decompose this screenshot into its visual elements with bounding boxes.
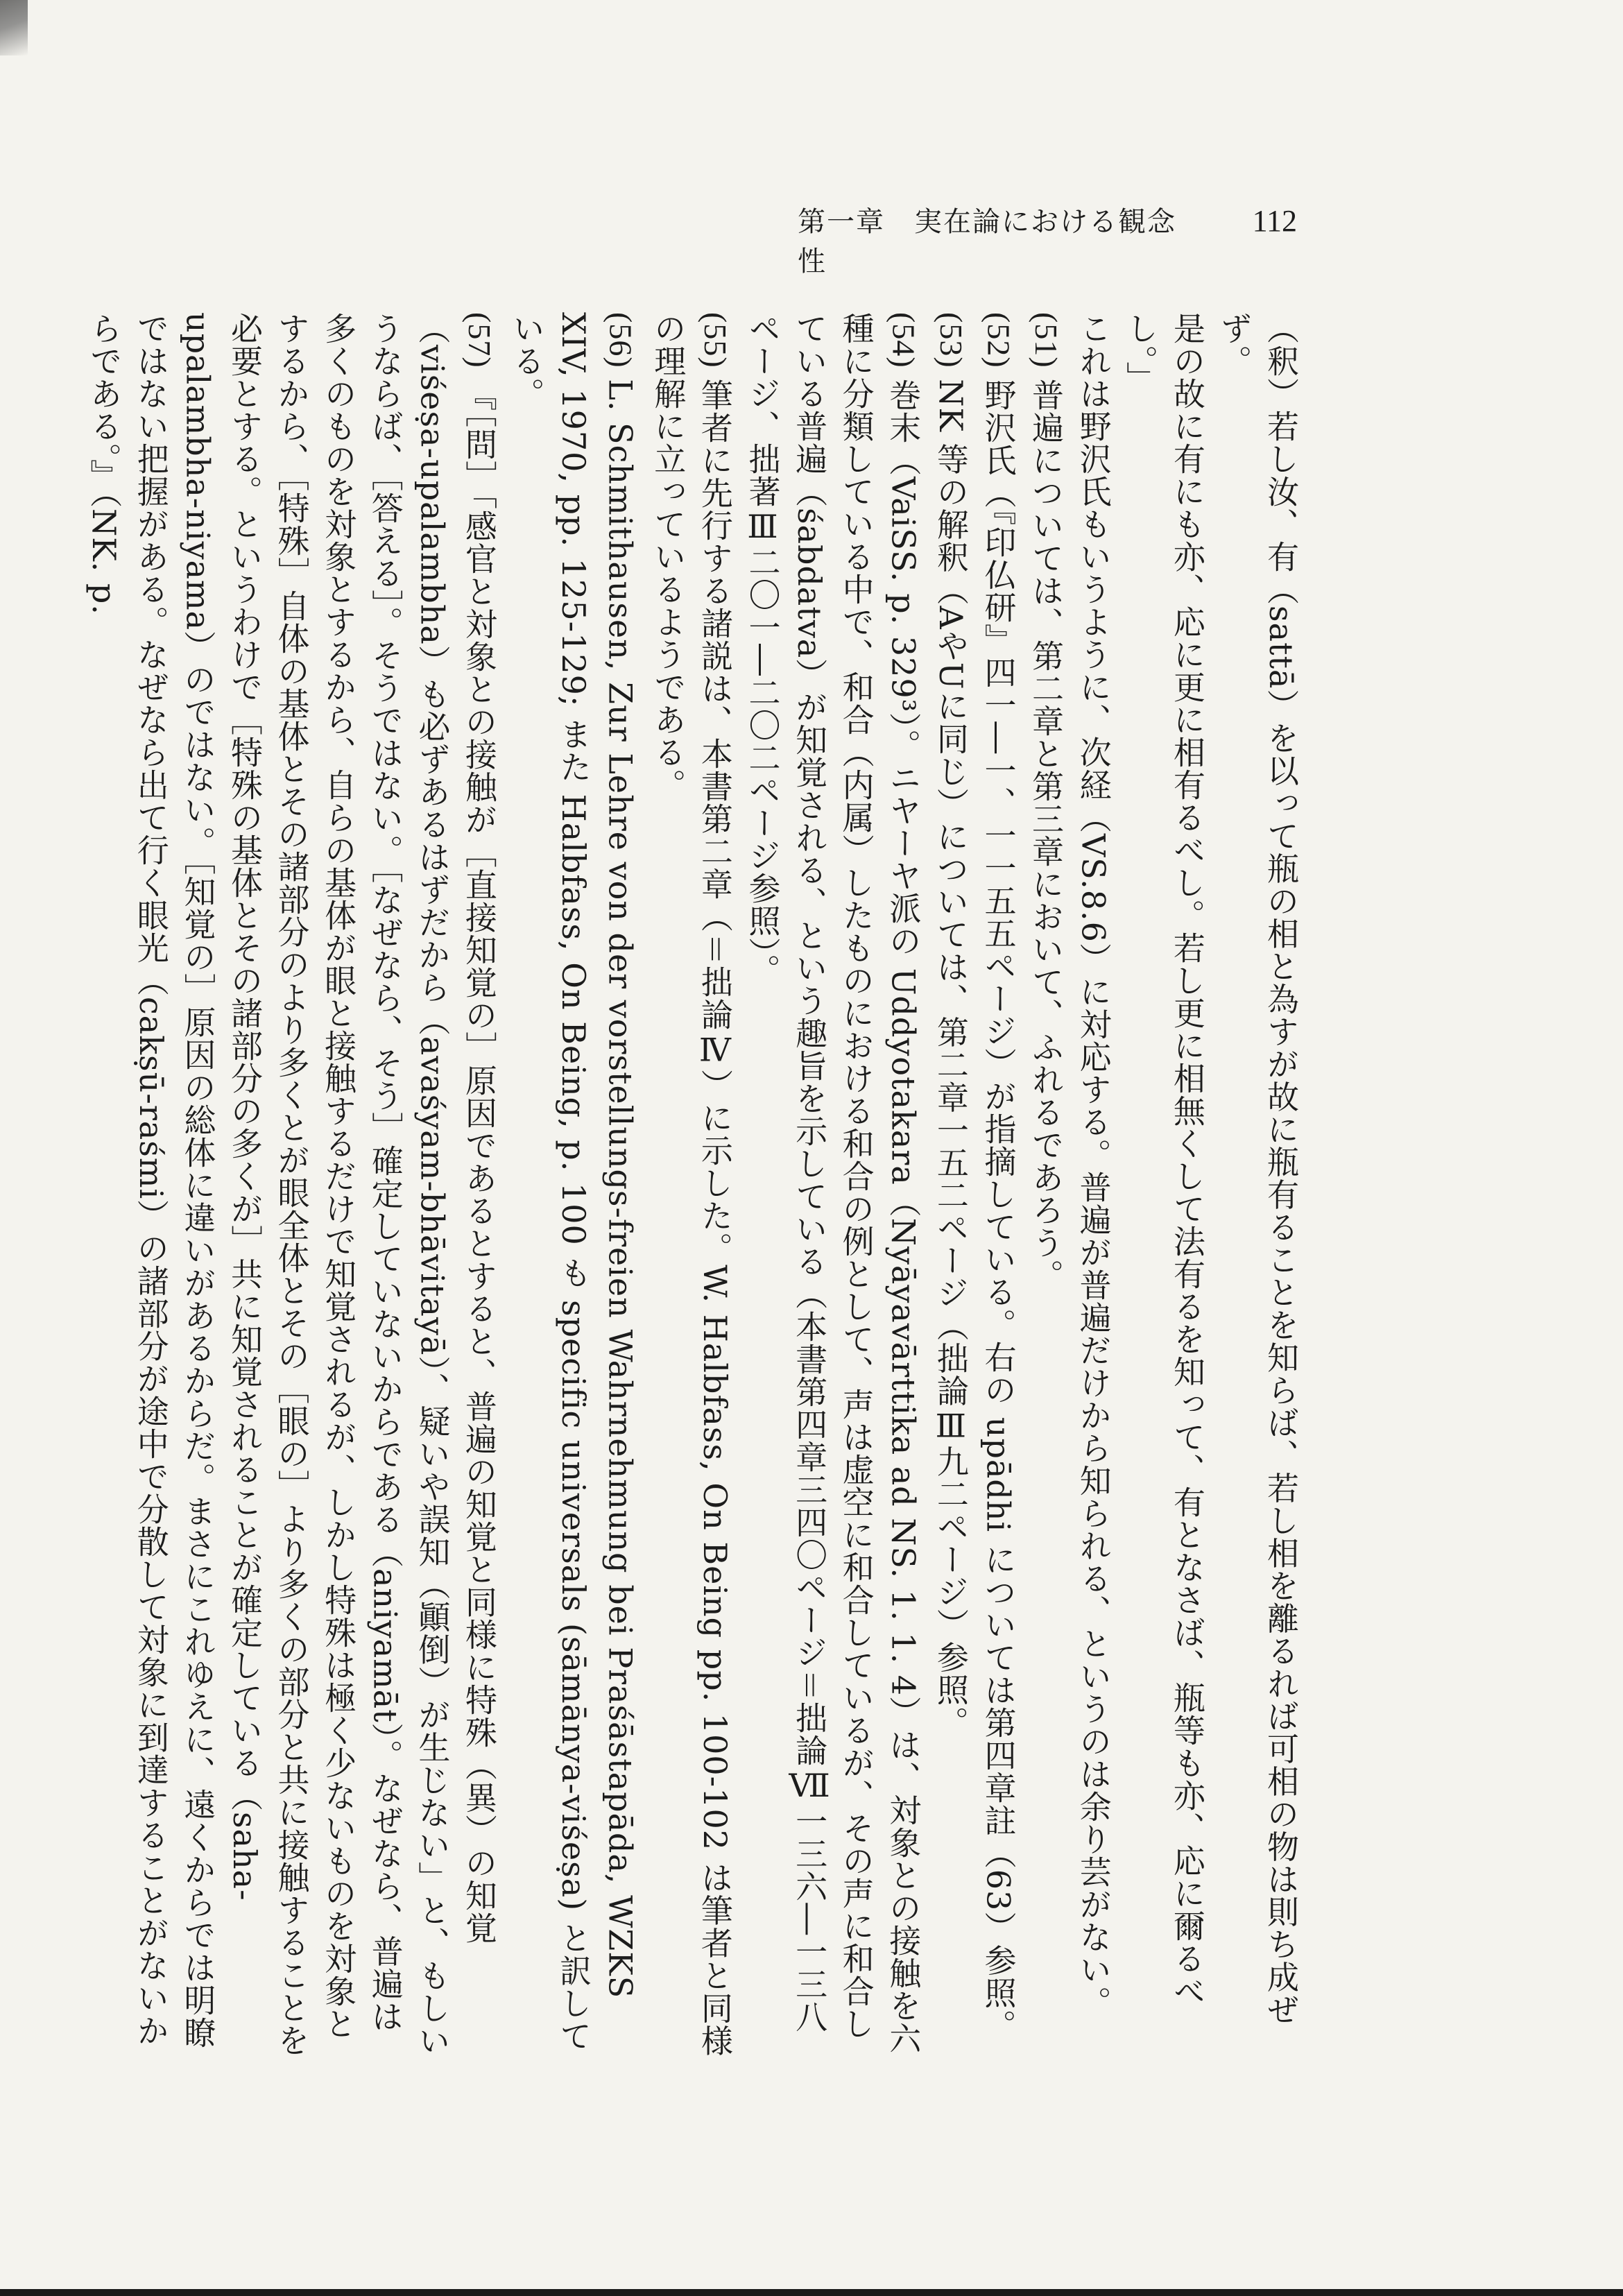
footnote-56 (503, 312, 644, 2060)
page-number: 112 (1252, 204, 1297, 238)
footnote-51 (1022, 312, 1070, 2060)
footnote-number: (56) (603, 312, 639, 368)
footnote-57 (80, 312, 503, 2060)
chapter-title: 第一章 実在論における観念性 (798, 206, 1176, 277)
footnote-53 (927, 312, 974, 2060)
scan-corner-shadow (0, 0, 28, 55)
scan-bottom-edge (0, 2289, 1623, 2296)
note-text: 野沢氏（『印仏研』四一―一、一一五五ページ）が指摘している。右の upādhi については第四章註（63）参照。 (979, 379, 1017, 2042)
note-text: これは野沢氏もいうように、次経（VS.8.6）に対応する。普遍が普遍だけから知られる、というのは余り芸がない。 (1074, 312, 1113, 2019)
note-continuation-3 (1070, 312, 1117, 2060)
note-text: L. Schmithausen, Zur Lehre von der vorstellungs-freien Wahrnehmung bei Praśāstapāda, WZKS XIV, 1970, pp. 125-129; また Halbfass, On Being, p. 100 も specific universals (sāmānya-viśeṣa) と訳している。 (508, 312, 639, 2053)
note-text: （釈）若し汝、有（sattā）を以って瓶の相と為すが故に瓶有ることを知らば、若し相を離るれば可相の物は則ち成ぜず。 (1215, 312, 1300, 2026)
footnote-54 (739, 312, 927, 2060)
footnote-number: (57) (461, 312, 497, 368)
running-header (798, 200, 1297, 279)
note-continuation-2 (1117, 312, 1210, 2060)
footnote-number: (53) (933, 312, 969, 368)
note-continuation-1 (1210, 312, 1304, 2060)
note-text: NK 等の解釈（AやUに同じ）については、第二章一五二ページ（拙論Ⅲ九二ページ）参照。 (931, 379, 970, 1739)
footnotes-body (85, 312, 1304, 2060)
note-text: 『［問］「感官と対象との接触が［直接知覚の］原因であるとすると、普遍の知覚と同様に特殊（異）の知覚（viśeṣa-upalambha）も必ずあるはずだから（avaśyam-bhāvitayā）、疑いや誤知（顚倒）が生じない」と、もしいうならば、［答える］。そうではない。［なぜなら、そう］確定していないからである（aniyamāt）。なぜなら、普遍は多くのものを対象とするから、自らの基体が眼と接触するだけで知覚されるが、しかし特殊は極く少ないものを対象とするから、［特殊］自体の基体とその諸部分のより多くとが眼全体とその［眼の］より多くの部分と共に接触することを必要とする。というわけで［特殊の基体とその諸部分の多くが］共に知覚されることが確定している（saha-upalambha-niyama）のではない。［知覚の］原因の総体に違いがあるからだ。まさにこれゆえに、遠くからでは明瞭ではない把握がある。なぜなら出て行く眼光（cakṣū-raśmi）の諸部分が途中で分散して対象に到達することがないからである。』（NK. p. (85, 312, 498, 2057)
footnote-number: (55) (697, 312, 733, 368)
note-text: 筆者に先行する諸説は、本書第二章（＝拙論Ⅳ）に示した。W. Halbfass, On Being pp. 100-102 は筆者と同様の理解に立っているようである。 (649, 312, 734, 2057)
footnote-55 (644, 312, 739, 2060)
footnote-number: (51) (1029, 312, 1065, 368)
footnote-52 (974, 312, 1022, 2060)
note-text: 是の故に有にも亦、応に更に相有るべし。若し更に相無くして法有るを知って、有となさば、瓶等も亦、応に爾るべし。」 (1122, 312, 1206, 2007)
footnote-number: (52) (981, 312, 1017, 368)
note-text: 巻末（VaiSS. p. 329³）。ニヤーヤ派の Uddyotakara（Nyāyavārttika ad NS. 1. 1. 4）は、対象との接触を六種に分類している中で、和合（内属）したものにおける和合の例として、声は虚空に和合しているが、その声に和合している普遍（śabdatva）が知覚される、という趣旨を示している（本書第四章三四〇ページ＝拙論Ⅶ一三六―一三八ページ、拙著Ⅲ二〇一―二〇二ページ参照）。 (744, 312, 922, 2055)
note-text: 普遍については、第二章と第三章において、ふれるであろう。 (1027, 379, 1065, 1292)
footnote-number: (54) (886, 312, 922, 368)
